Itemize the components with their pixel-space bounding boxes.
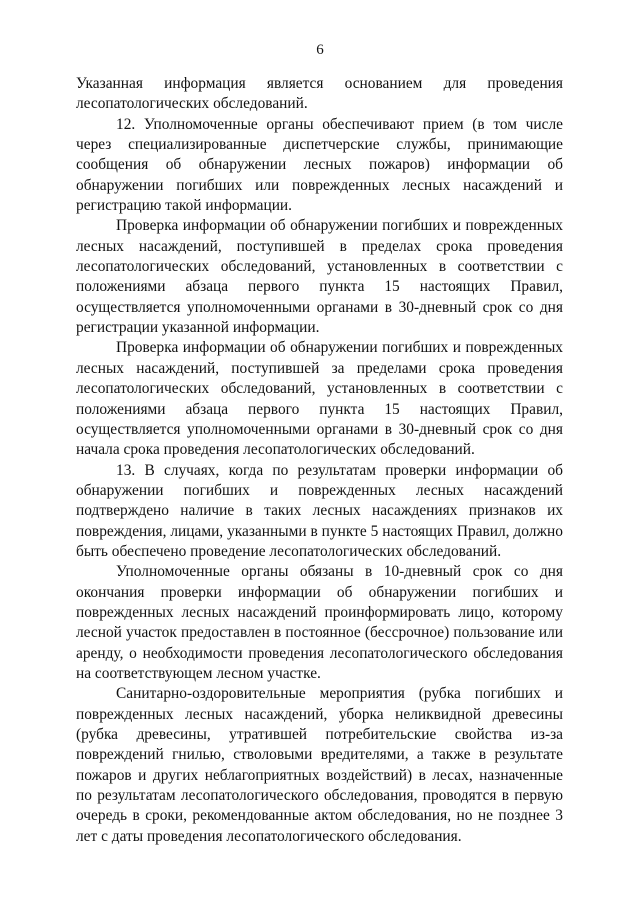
paragraph-sanitary-measures: Санитарно-оздоровительные мероприятия (рубка погибших и поврежденных лесных насаждений, уборка неликвидной древесины (рубка древесины, утратившей потребительские свойства из-за повреждений гнилью, стволовыми вредителями, а также в результате пожаров и других неблагоприятных воздействий) в лесах, назначенные по результатам лесопатологического обследования, проводятся в первую очередь в сроки, рекомендованные актом обследования, но не позднее 3 лет с даты проведения лесопатологического обследования.: [76, 685, 563, 845]
paragraph-check-outside-term: Проверка информации об обнаружении погибших и поврежденных лесных насаждений, поступившей за пределами срока проведения лесопатологических обследований, установленных в соответствии с положениями абзаца первого пункта 15 настоящих Правил, осуществляется уполномоченными органами в 30-дневный срок со дня начала срока проведения лесопатологических обследований.: [76, 339, 563, 459]
paragraph-item-12: 12. Уполномоченные органы обеспечивают прием (в том числе через специализированные диспетчерские службы, принимающие сообщения об обнаружении лесных пожаров) информации об обнаружении погибших или поврежденных лесных насаждений и регистрацию такой информации.: [76, 115, 563, 215]
document-body: [76, 74, 563, 847]
paragraph-continuation: Указанная информация является основанием для проведения лесопатологических обследований.: [76, 75, 563, 113]
paragraph-notification: Уполномоченные органы обязаны в 10-дневный срок со дня окончания проверки информации об обнаружении погибших и поврежденных лесных насаждений проинформировать лицо, которому лесной участок предоставлен в постоянное (бессрочное) пользование или аренду, о необходимости проведения лесопатологического обследования на соответствующем лесном участке.: [76, 563, 563, 682]
paragraph-check-within-term: Проверка информации об обнаружении погибших и поврежденных лесных насаждений, поступившей в пределах срока проведения лесопатологических обследований, установленных в соответствии с положениями абзаца первого пункта 15 настоящих Правил, осуществляется уполномоченными органами в 30-дневный срок со дня регистрации указанной информации.: [76, 217, 563, 337]
page-number: 6: [316, 42, 324, 58]
paragraph-item-13: 13. В случаях, когда по результатам проверки информации об обнаружении погибших и поврежденных лесных насаждений подтверждено наличие в таких лесных насаждениях признаков их повреждения, лицами, указанными в пункте 5 настоящих Правил, должно быть обеспечено проведение лесопатологических обследований.: [76, 461, 563, 560]
